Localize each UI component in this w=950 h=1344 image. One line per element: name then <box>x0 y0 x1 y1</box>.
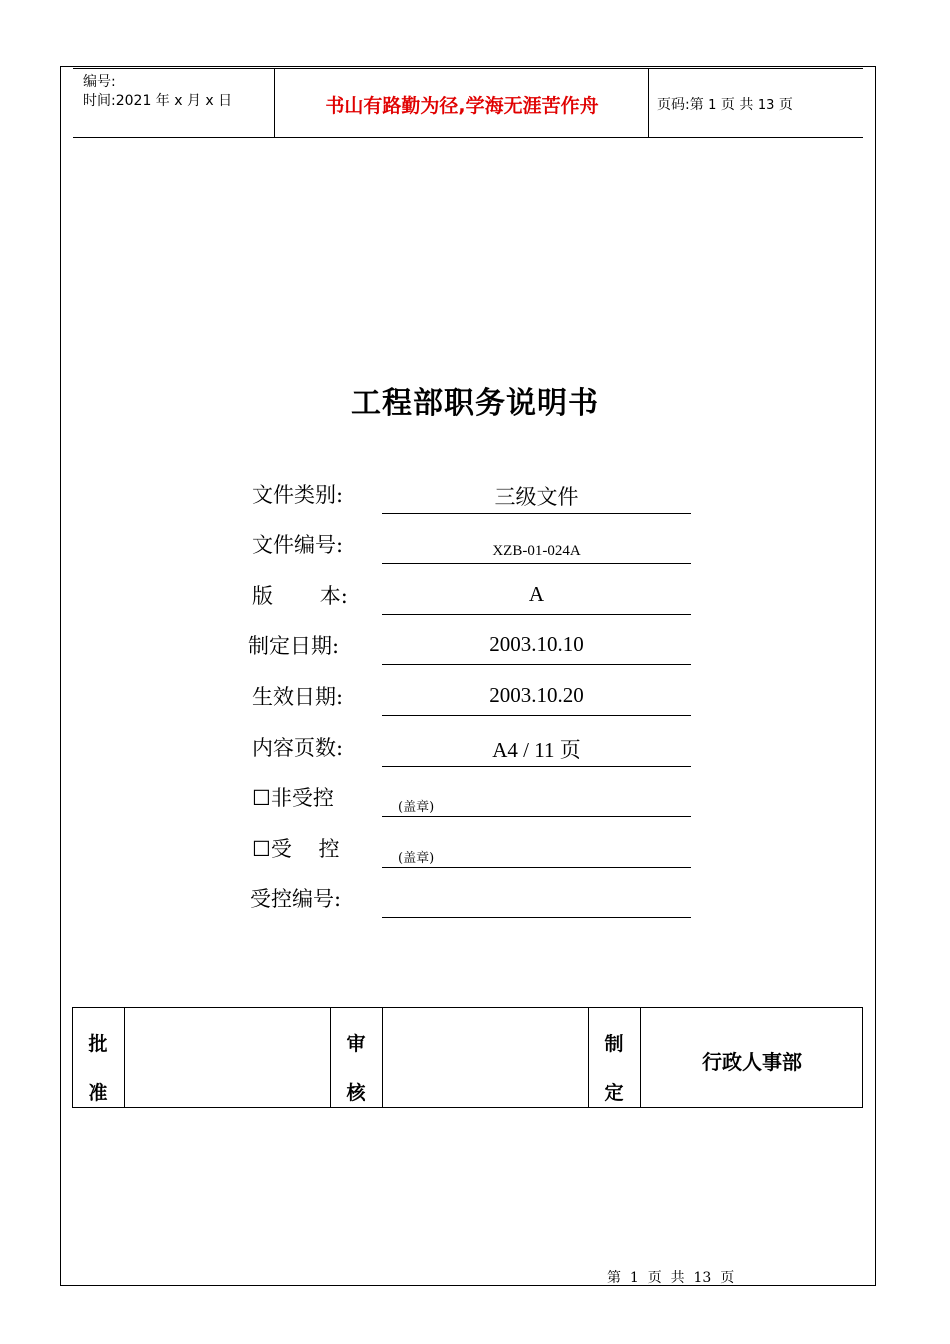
page-current: 1 <box>708 98 717 113</box>
stamp-note: (盖章) <box>398 800 435 815</box>
info-row-version <box>0 576 950 626</box>
prepared-by-department: 行政人事部 <box>702 1050 802 1074</box>
info-row-control-number <box>0 879 950 929</box>
field-label: 内容页数: <box>252 736 344 760</box>
info-row-number <box>0 525 950 575</box>
table-divider <box>382 1008 383 1107</box>
document-title: 工程部职务说明书 <box>351 386 599 421</box>
field-label: 文件类别: <box>252 483 344 507</box>
prepare-char: 制 <box>604 1033 624 1055</box>
field-value: 三级文件 <box>494 485 579 509</box>
page-label-mid: 页 共 <box>720 97 754 113</box>
page-header <box>73 68 863 138</box>
approve-char: 批 <box>88 1033 108 1055</box>
field-underline <box>382 563 691 564</box>
prepare-label <box>589 1020 639 1118</box>
review-char: 审 <box>346 1033 366 1055</box>
page-footer: 第 1 页 共 13 页 <box>607 1270 735 1286</box>
field-label: 制定日期: <box>248 634 340 658</box>
field-underline <box>382 816 691 817</box>
field-label: 版 本: <box>252 584 348 608</box>
info-row-issue-date <box>0 626 950 676</box>
field-underline <box>382 715 691 716</box>
table-divider <box>124 1008 125 1107</box>
header-meta <box>83 73 232 111</box>
info-row-uncontrolled <box>0 778 950 828</box>
field-label: 文件编号: <box>252 533 344 557</box>
controlled-checkbox-label: ☐受 控 <box>252 837 340 861</box>
info-row-effective-date <box>0 677 950 727</box>
page-label-suffix: 页 <box>778 97 793 113</box>
info-row-controlled <box>0 829 950 879</box>
prepare-char: 定 <box>604 1082 624 1104</box>
uncontrolled-checkbox-label: ☐非受控 <box>252 786 334 810</box>
field-underline <box>382 917 691 918</box>
field-underline <box>382 513 691 514</box>
field-underline <box>382 766 691 767</box>
header-divider <box>648 69 649 137</box>
field-label: 生效日期: <box>252 685 344 709</box>
review-char: 核 <box>346 1082 366 1104</box>
field-value: 2003.10.20 <box>489 683 584 707</box>
header-page-number <box>657 94 793 114</box>
field-underline <box>382 664 691 665</box>
field-label: 受控编号: <box>250 887 342 911</box>
signoff-table <box>72 1007 863 1108</box>
header-motto: 书山有路勤为径,学海无涯苦作舟 <box>325 95 599 117</box>
field-value: XZB-01-024A <box>492 543 581 559</box>
stamp-note: (盖章) <box>398 851 435 866</box>
document-date: 时间:2021 年 x 月 x 日 <box>83 93 233 109</box>
field-value: A <box>528 582 545 606</box>
field-value: A4 / 11 页 <box>492 738 581 762</box>
review-label <box>331 1020 381 1118</box>
field-value: 2003.10.10 <box>489 632 584 656</box>
info-row-pages <box>0 728 950 778</box>
info-row-category <box>0 475 950 525</box>
approve-label <box>73 1020 123 1118</box>
approve-char: 准 <box>88 1082 108 1104</box>
field-underline <box>382 867 691 868</box>
field-underline <box>382 614 691 615</box>
document-number-label: 编号: <box>83 74 116 90</box>
page-total: 13 <box>757 98 775 113</box>
page-label-prefix: 页码:第 <box>657 97 704 113</box>
